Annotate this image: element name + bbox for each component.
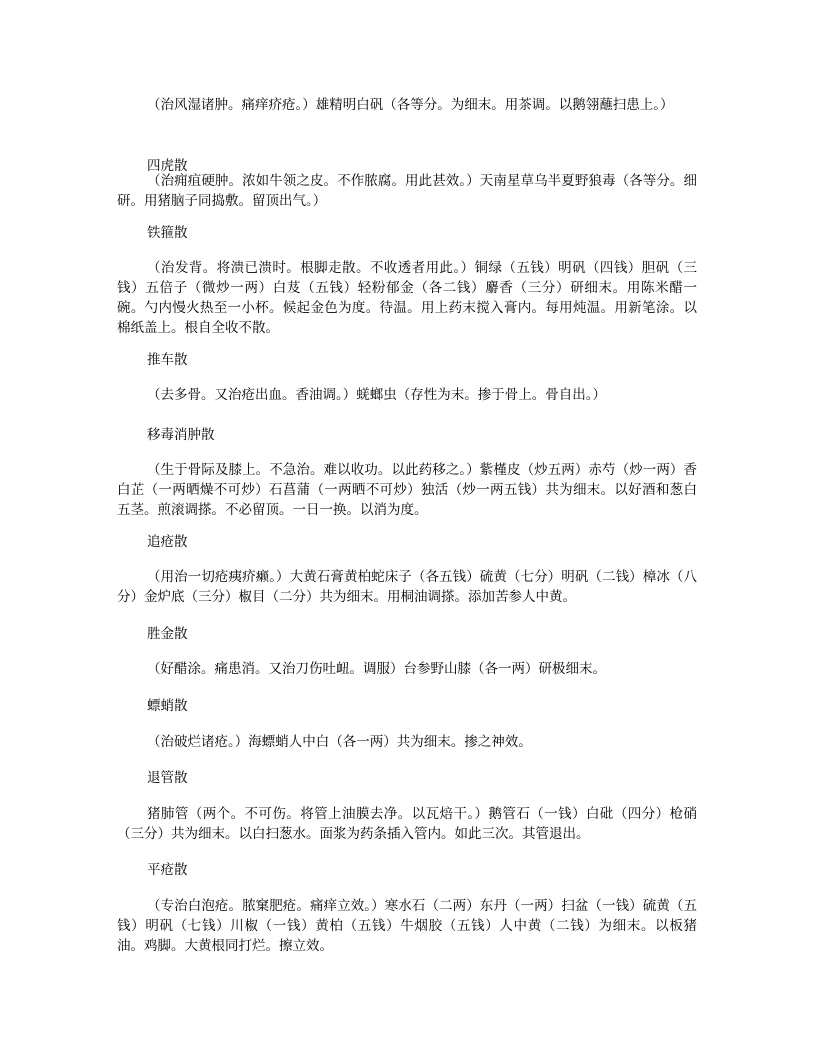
paragraph-sihu-san: （治痈疽硬肿。浓如牛领之皮。不作脓腐。用此甚效。）天南星草乌半夏野狼毒（各等分。细研。用猪脑子同捣敷。留顶出气。） (117, 173, 697, 209)
heading-sihu-san: 四虎散 (147, 158, 188, 174)
heading-pingchuang-san: 平疮散 (147, 862, 188, 878)
paragraph-zhuichuang-san: （用治一切疮痍疥癞。）大黄石膏黄柏蛇床子（各五钱）硫黄（七分）明矾（二钱）樟冰（八分）金炉底（三分）椒目（二分）共为细末。用桐油调搽。添加苦参人中黄。 (117, 569, 697, 605)
paragraph-shengjin-san: （好醋涂。痛患消。又治刀伤吐衄。调服）台参野山膝（各一两）研极细末。 (147, 661, 606, 677)
heading-shengjin-san: 胜金散 (147, 626, 188, 642)
heading-tiegu-san: 铁箍散 (147, 225, 188, 241)
paragraph-intro: （治风湿诸肿。痛痒疥疮。）雄精明白矾（各等分。为细末。用茶调。以鹅翎蘸扫患上。） (147, 97, 674, 113)
paragraph-tiegu-san: （治发背。将溃已溃时。根脚走散。不收透者用此。）铜绿（五钱）明矾（四钱）胆矾（三钱）五倍子（微炒一两）白芨（五钱）轻粉郁金（各二钱）麝香（三分）研细末。用陈米醋一碗。勺内慢火热至一小杯。候起金色为度。待温。用上药末搅入膏内。每用炖温。用新笔涂。以棉纸盖上。根自全收不散。 (117, 260, 697, 336)
paragraph-tuiguan-san: 猪肺管（两个。不可伤。将管上油膜去净。以瓦焙干。）鹅管石（一钱）白砒（四分）枪硝（三分）共为细末。以白扫葱水。面浆为药条插入管内。如此三次。其管退出。 (117, 806, 697, 842)
heading-yidu-xiaozhong-san: 移毒消肿散 (147, 427, 215, 443)
paragraph-tuiche-san: （去多骨。又治疮出血。香油调。）蜣螂虫（存性为末。掺于骨上。骨自出。） (147, 387, 606, 403)
paragraph-pingchuang-san: （专治白泡疮。脓窠肥疮。痛痒立效。）寒水石（二两）东丹（一两）扫盆（一钱）硫黄（五钱）明矾（七钱）川椒（一钱）黄柏（五钱）牛烟胶（五钱）人中黄（二钱）为细末。以板猪油。鸡脚。大黄根同打烂。擦立效。 (117, 898, 697, 954)
heading-tuiguan-san: 退管散 (147, 770, 188, 786)
paragraph-piaoxiao-san: （治破烂诸疮。）海螵蛸人中白（各一两）共为细末。掺之神效。 (147, 734, 532, 750)
paragraph-yidu-xiaozhong-san: （生于骨际及膝上。不急治。难以收功。以此药移之。）紫槿皮（炒五两）赤芍（炒一两）香白芷（一两晒燥不可炒）石菖蒲（一两晒不可炒）独活（炒一两五钱）共为细末。以好酒和葱白五茎。煎滚调搽。不必留顶。一日一换。以消为度。 (117, 462, 697, 518)
heading-tuiche-san: 推车散 (147, 352, 188, 368)
heading-zhuichuang-san: 追疮散 (147, 534, 188, 550)
heading-piaoxiao-san: 螵蛸散 (147, 698, 188, 714)
